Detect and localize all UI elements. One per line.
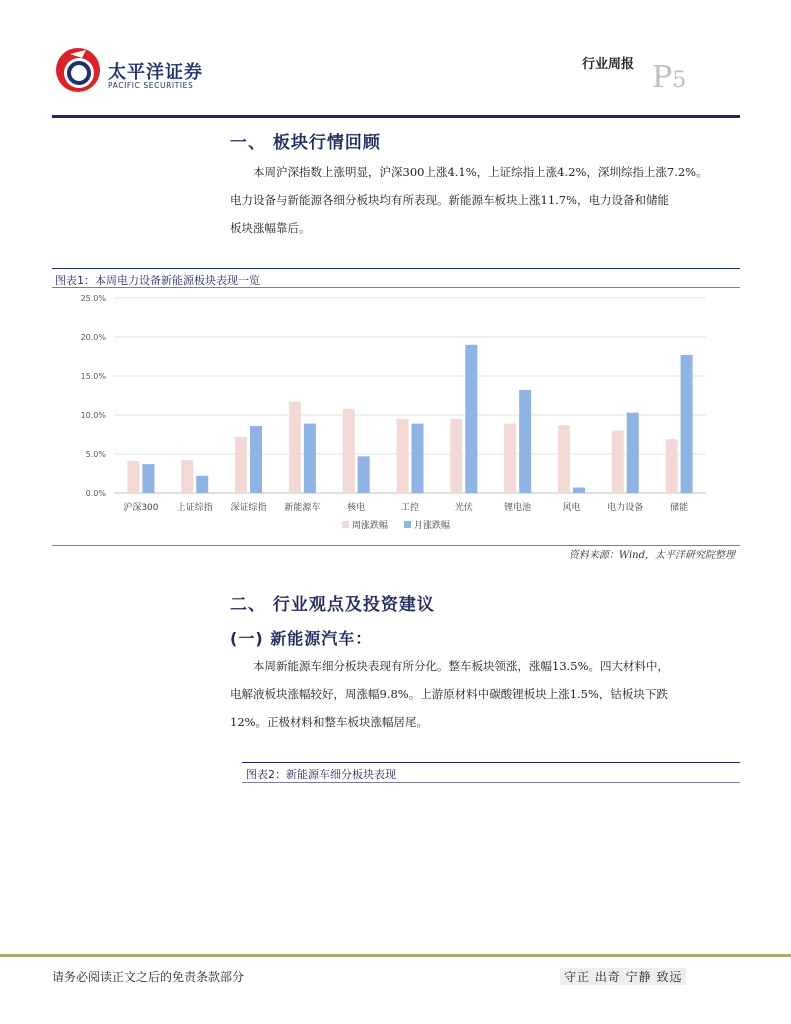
bar-monthly <box>304 424 316 493</box>
bar-monthly <box>681 355 693 493</box>
x-tick-label: 深证综指 <box>230 503 267 513</box>
x-tick-label: 风电 <box>562 503 581 513</box>
y-tick-label: 10.0% <box>80 411 106 420</box>
x-tick-label: 上证综指 <box>176 503 213 513</box>
bar-weekly <box>666 439 678 493</box>
page-letter: P <box>652 60 673 95</box>
page-digit: 5 <box>672 68 687 93</box>
y-tick-label: 20.0% <box>80 333 106 342</box>
bar-weekly <box>127 461 139 493</box>
section1-paragraph <box>230 158 740 242</box>
x-tick-label: 工控 <box>400 503 420 513</box>
section1-line-2: 电力设备与新能源各细分板块均有所表现。新能源车板块上涨11.7%，电力设备和储能 <box>230 193 670 207</box>
x-tick-label: 沪深300 <box>123 503 159 513</box>
report-type: 行业周报 <box>582 57 635 72</box>
bar-weekly <box>397 419 409 493</box>
section1-line-3: 板块涨幅靠后。 <box>230 221 311 235</box>
bar-monthly <box>196 476 208 493</box>
legend-label: 月涨跌幅 <box>414 521 451 531</box>
figure1-caption: 图表1：本周电力设备新能源板块表现一览 <box>55 274 260 287</box>
company-name-en: PACIFIC SECURITIES <box>108 81 194 90</box>
footer-disclaimer: 请务必阅读正文之后的免责条款部分 <box>52 970 245 984</box>
bar-monthly <box>465 345 477 493</box>
figure1-source: 资料来源：Wind，太平洋研究院整理 <box>568 550 735 561</box>
company-name-cn: 太平洋证券 <box>108 62 203 83</box>
bar-weekly <box>181 460 193 493</box>
page-number <box>652 60 686 95</box>
y-tick-label: 5.0% <box>85 450 106 459</box>
section2-line-3: 12%。正极材料和整车板块涨幅居尾。 <box>230 715 429 729</box>
bar-monthly <box>412 424 424 493</box>
x-tick-label: 电力设备 <box>607 503 644 513</box>
legend-swatch <box>404 521 411 528</box>
y-tick-label: 15.0% <box>80 372 106 381</box>
bar-monthly <box>250 426 262 493</box>
legend-swatch <box>342 521 349 528</box>
section1-title: 一、 板块行情回顾 <box>230 133 381 153</box>
section1-line-1: 本周沪深指数上涨明显，沪深300上涨4.1%，上证综指上涨4.2%，深圳综指上涨7.2%。 <box>253 165 708 179</box>
bar-monthly <box>519 390 531 493</box>
x-tick-label: 储能 <box>670 503 689 513</box>
section2-line-1: 本周新能源车细分板块表现有所分化。整车板块领涨，涨幅13.5%。四大材料中， <box>253 659 670 673</box>
figure2-top-rule <box>242 762 740 763</box>
figure2-caption: 图表2：新能源车细分板块表现 <box>246 768 396 781</box>
y-tick-label: 25.0% <box>80 294 106 303</box>
figure1-top-rule <box>52 268 740 269</box>
footer-motto: 守正 出奇 宁静 致远 <box>560 968 686 985</box>
section2-paragraph <box>230 652 740 736</box>
x-tick-label: 锂电池 <box>504 503 532 513</box>
header-rule <box>52 115 740 118</box>
bar-monthly <box>627 413 639 493</box>
legend-label: 周涨跌幅 <box>352 521 389 531</box>
x-tick-label: 光伏 <box>454 503 473 513</box>
bar-monthly <box>358 456 370 493</box>
bar-weekly <box>558 425 570 493</box>
figure1-bar-chart <box>52 287 742 542</box>
bar-weekly <box>504 424 516 493</box>
x-tick-label: 新能源车 <box>284 503 321 513</box>
bar-weekly <box>612 431 624 493</box>
bar-weekly <box>289 402 301 493</box>
bar-weekly <box>450 419 462 493</box>
bar-monthly <box>573 488 585 493</box>
x-tick-label: 核电 <box>347 503 366 513</box>
section2-line-2: 电解液板块涨幅较好，周涨幅9.8%。上游原材料中碳酸锂板块上涨1.5%，钴板块下跌 <box>230 687 668 701</box>
footer-rule <box>0 954 791 957</box>
section2-subtitle: (一) 新能源汽车： <box>230 629 373 648</box>
bar-weekly <box>343 409 355 493</box>
figure2-caption-rule <box>242 782 740 783</box>
bar-monthly <box>142 464 154 493</box>
section2-title: 二、 行业观点及投资建议 <box>230 595 435 615</box>
y-tick-label: 0.0% <box>85 489 106 498</box>
bar-weekly <box>235 437 247 493</box>
